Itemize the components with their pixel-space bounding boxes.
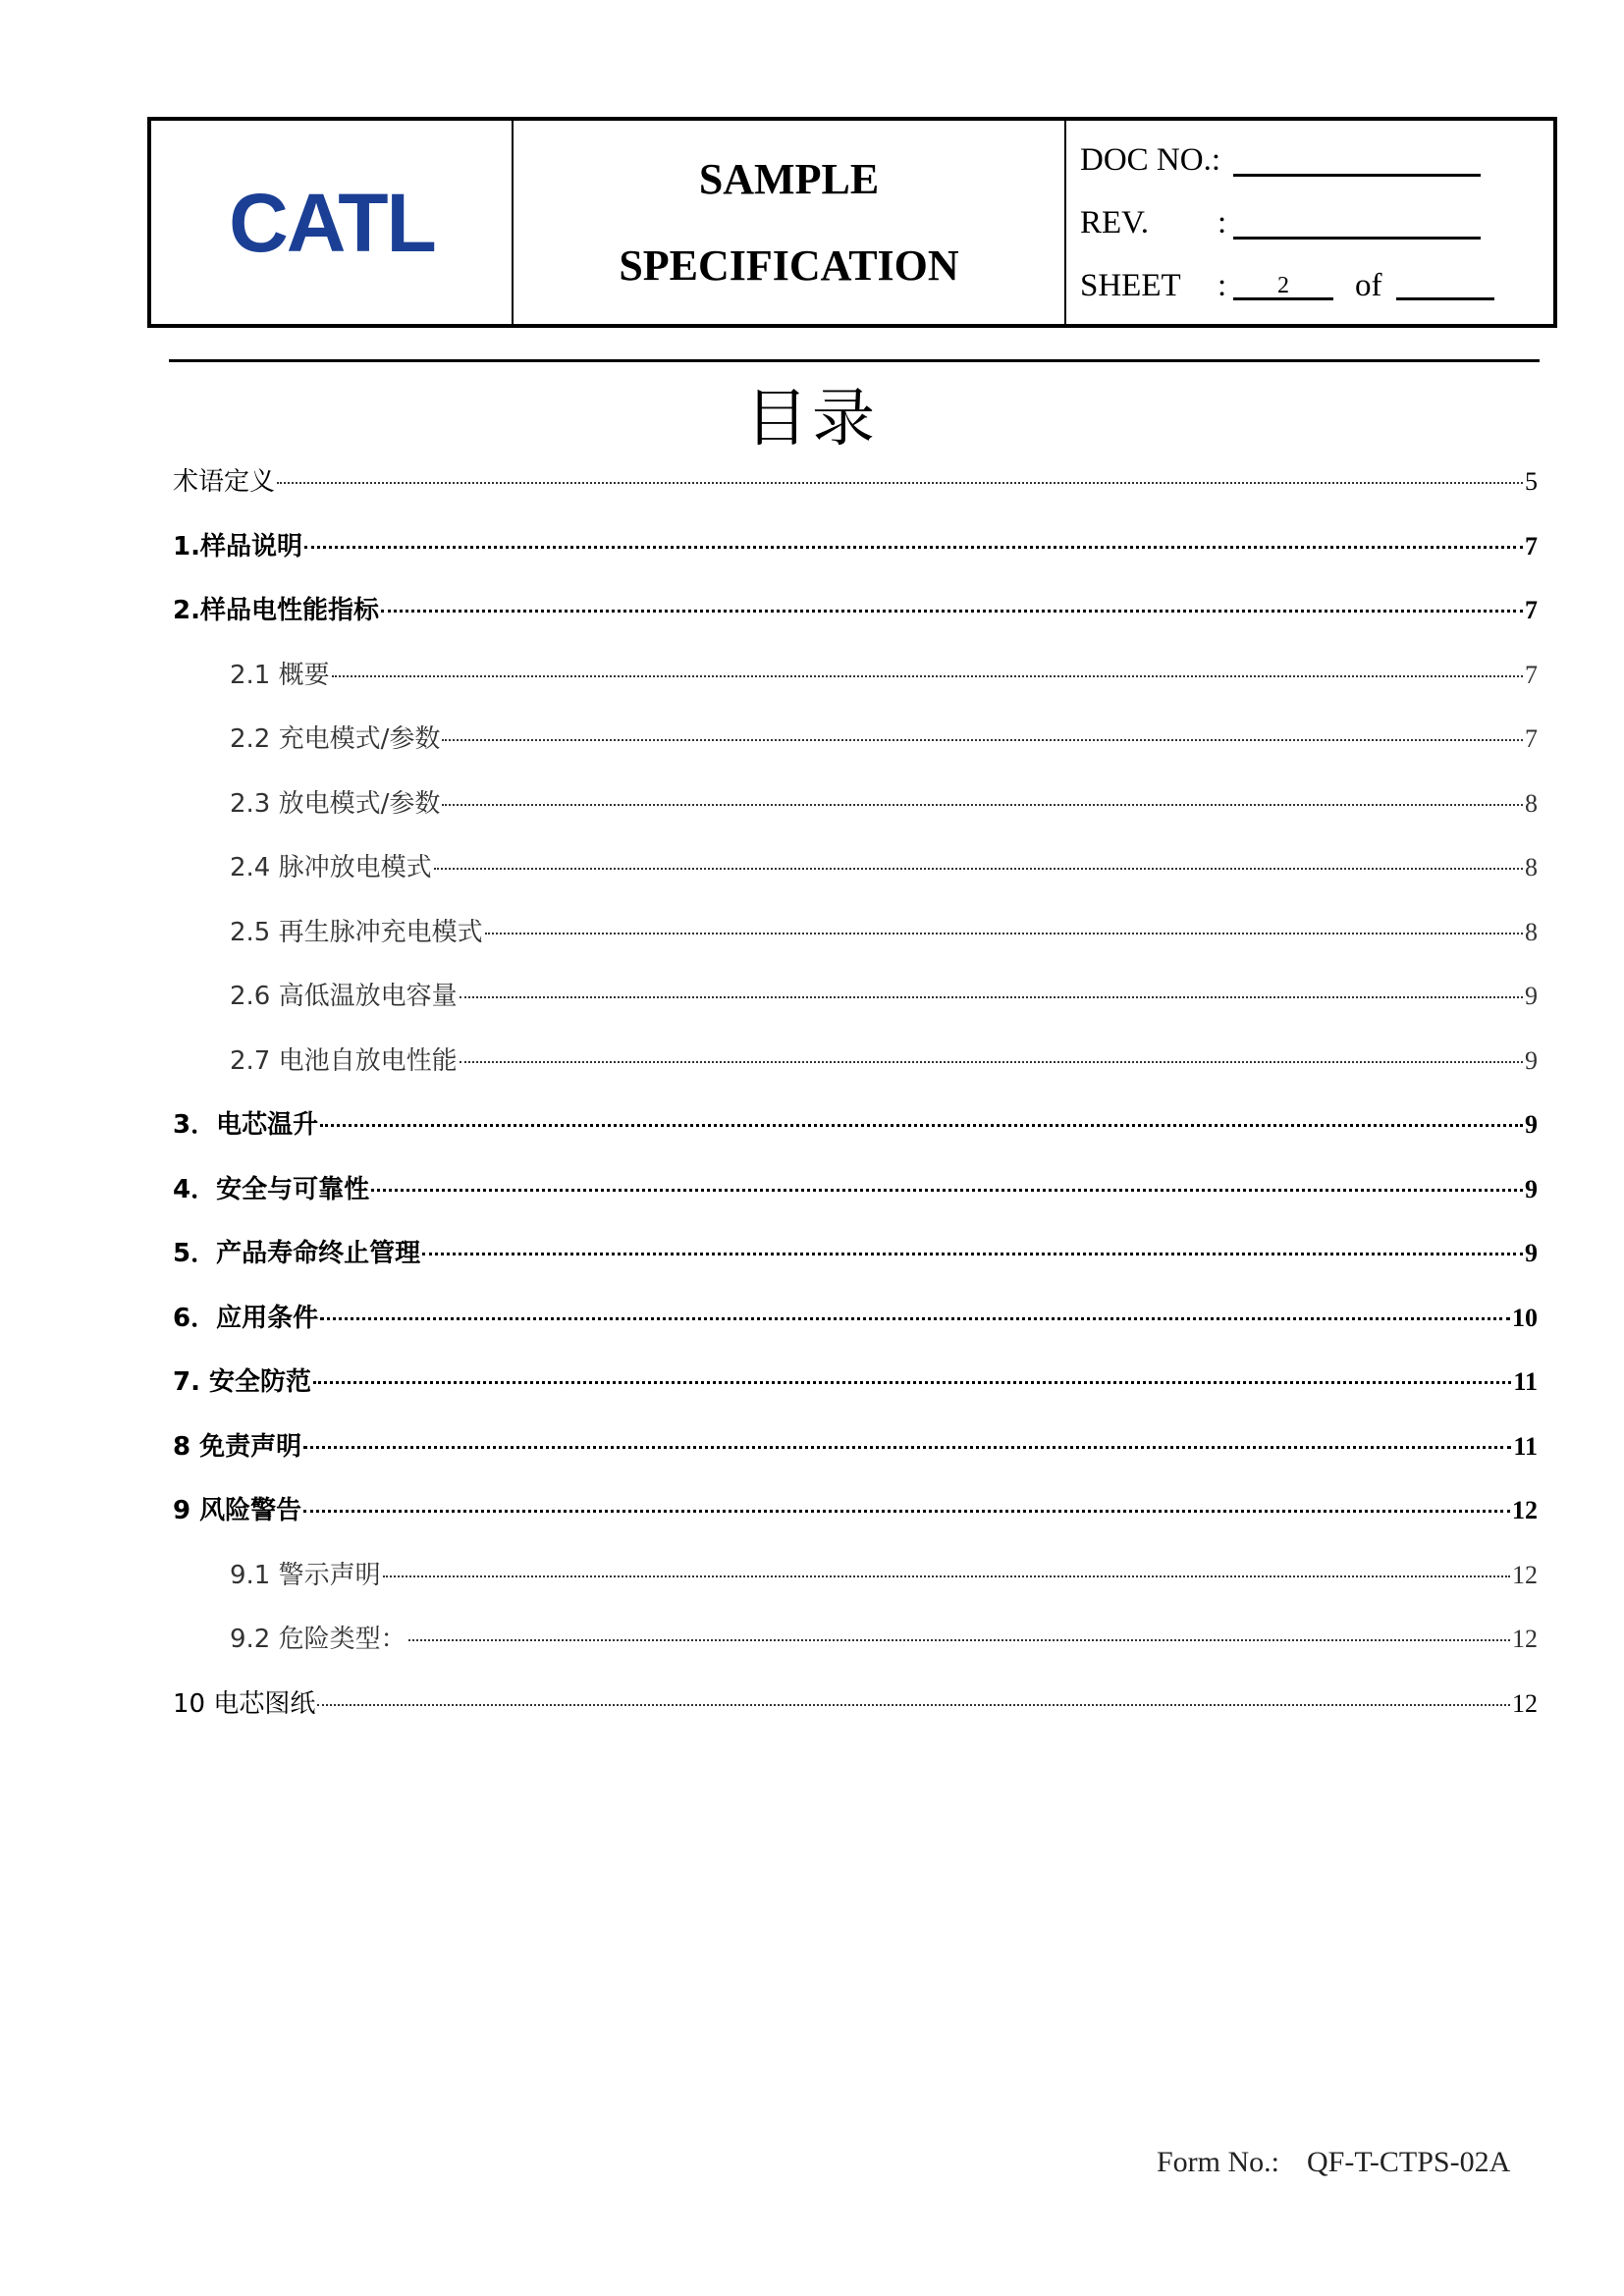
toc-entry[interactable] <box>230 1041 1538 1080</box>
toc-leader-dots <box>277 482 1523 484</box>
toc-entry-title: 8 免责声明 <box>173 1431 302 1462</box>
toc-leader-dots <box>303 1446 1511 1449</box>
toc-entry-title: 2.3 放电模式/参数 <box>230 788 441 819</box>
toc-entry[interactable] <box>173 1233 1538 1272</box>
rev-field <box>1233 203 1481 240</box>
toc-entry-title: 9 风险警告 <box>173 1496 302 1525</box>
toc-entry[interactable] <box>230 655 1538 694</box>
toc-entry-title: 9.2 危险类型： <box>230 1625 406 1654</box>
toc-leader-dots <box>332 675 1523 677</box>
toc-entry[interactable] <box>173 590 1538 629</box>
rev-row <box>1080 205 1149 241</box>
toc-entry[interactable] <box>230 1555 1538 1594</box>
toc-entry-title: 7. 安全防范 <box>173 1367 312 1397</box>
toc-leader-dots <box>320 1124 1523 1127</box>
catl-logo <box>185 179 479 267</box>
toc-leader-dots <box>317 1704 1510 1706</box>
toc-leader-dots <box>320 1317 1510 1320</box>
toc-entry-title: 6．应用条件 <box>173 1303 319 1333</box>
toc-entry[interactable] <box>173 526 1538 565</box>
toc-leader-dots <box>460 996 1523 998</box>
toc-entry[interactable] <box>173 1426 1538 1466</box>
toc-entry-page: 12 <box>1512 1688 1538 1718</box>
toc-entry-page: 11 <box>1513 1431 1538 1461</box>
title-cell <box>514 121 1066 324</box>
toc-entry-page: 9 <box>1525 1110 1538 1139</box>
toc-entry[interactable] <box>230 847 1538 886</box>
toc-entry[interactable] <box>173 1104 1538 1144</box>
doc-no-field <box>1233 140 1481 177</box>
toc-entry-page: 8 <box>1525 917 1538 946</box>
toc-entry-page: 12 <box>1512 1560 1538 1589</box>
toc-entry[interactable] <box>173 1298 1538 1337</box>
toc-entry[interactable] <box>230 976 1538 1015</box>
toc-leader-dots <box>422 1253 1523 1255</box>
toc-entry-title: 2.样品电性能指标 <box>173 596 379 625</box>
toc-leader-dots <box>381 610 1523 613</box>
toc-entry-page: 8 <box>1525 853 1538 881</box>
toc-entry-page: 9 <box>1525 1045 1538 1075</box>
doc-no-label: DOC NO.: <box>1080 142 1221 178</box>
logo-cell <box>151 121 514 324</box>
toc-entry[interactable] <box>173 1362 1538 1401</box>
header-table <box>147 117 1557 328</box>
header-rule <box>169 359 1540 362</box>
toc-leader-dots <box>442 739 1523 741</box>
toc-entry-title: 2.4 脉冲放电模式 <box>230 853 432 882</box>
title-line-2: SPECIFICATION <box>619 240 959 290</box>
toc-entry-title: 2.2 充电模式/参数 <box>230 724 441 754</box>
toc-entry-title: 术语定义 <box>173 467 276 497</box>
toc-leader-dots <box>434 868 1523 870</box>
toc-entry[interactable] <box>173 1490 1538 1529</box>
toc-entry-title: 10 电芯图纸 <box>173 1688 316 1719</box>
doc-info-cell <box>1066 121 1553 324</box>
toc-entry[interactable] <box>230 1619 1538 1658</box>
toc-entry-page: 11 <box>1513 1367 1538 1396</box>
toc-entry[interactable] <box>173 1683 1538 1723</box>
toc-entry-page: 9 <box>1525 982 1538 1010</box>
of-label: of <box>1355 268 1382 303</box>
toc-entry-title: 2.5 再生脉冲充电模式 <box>230 917 483 947</box>
title-line-1: SAMPLE <box>698 154 880 203</box>
toc-entry-page: 8 <box>1525 788 1538 818</box>
toc-leader-dots <box>460 1061 1523 1063</box>
toc-entry-title: 2.6 高低温放电容量 <box>230 982 458 1011</box>
toc-leader-dots <box>313 1381 1511 1384</box>
toc-entry-page: 7 <box>1525 531 1538 561</box>
toc-entry-page: 12 <box>1512 1625 1538 1653</box>
sheet-colon: : <box>1218 268 1227 303</box>
logo-text: CATL <box>228 178 435 267</box>
toc-entry-title: 9.1 警示声明 <box>230 1560 381 1590</box>
form-number <box>1157 2146 1510 2179</box>
toc-leader-dots <box>485 933 1523 934</box>
toc-entry-title: 2.1 概要 <box>230 660 330 690</box>
toc-entry-page: 9 <box>1525 1174 1538 1203</box>
toc-entry-title: 5．产品寿命终止管理 <box>173 1239 421 1268</box>
toc-entry-title: 4．安全与可靠性 <box>173 1174 370 1204</box>
toc-leader-dots <box>371 1189 1523 1192</box>
toc-entry-page: 7 <box>1525 724 1538 753</box>
toc-leader-dots <box>442 804 1523 806</box>
sheet-row <box>1080 268 1181 304</box>
sheet-label: SHEET <box>1080 268 1181 303</box>
toc-entry-page: 7 <box>1525 660 1538 689</box>
toc-entry-page: 12 <box>1512 1496 1538 1524</box>
doc-no-row <box>1080 142 1220 179</box>
toc-entry-title: 1.样品说明 <box>173 531 302 561</box>
toc-entry-title: 3．电芯温升 <box>173 1110 319 1140</box>
toc-title: 目录 <box>745 383 879 455</box>
toc-entry[interactable] <box>173 1169 1538 1208</box>
toc-leader-dots <box>304 546 1523 549</box>
sheet-number: 2 <box>1233 264 1333 300</box>
toc-leader-dots <box>408 1639 1510 1641</box>
rev-colon: : <box>1218 205 1227 240</box>
toc-leader-dots <box>303 1510 1510 1513</box>
toc-entry[interactable] <box>230 912 1538 951</box>
toc-entry[interactable] <box>173 461 1538 501</box>
toc-entry-page: 7 <box>1525 596 1538 624</box>
toc-entry-title: 2.7 电池自放电性能 <box>230 1045 458 1076</box>
form-number-label: Form No.: <box>1157 2146 1280 2178</box>
toc-entry[interactable] <box>230 719 1538 758</box>
form-number-value: QF-T-CTPS-02A <box>1307 2146 1511 2178</box>
toc-entry-page: 9 <box>1525 1239 1538 1267</box>
toc-entry-page: 5 <box>1525 467 1538 496</box>
toc-entry[interactable] <box>230 783 1538 823</box>
rev-label: REV. <box>1080 205 1149 240</box>
toc-entry-page: 10 <box>1512 1303 1538 1332</box>
sheet-total-field <box>1396 264 1494 300</box>
toc-leader-dots <box>383 1575 1510 1577</box>
